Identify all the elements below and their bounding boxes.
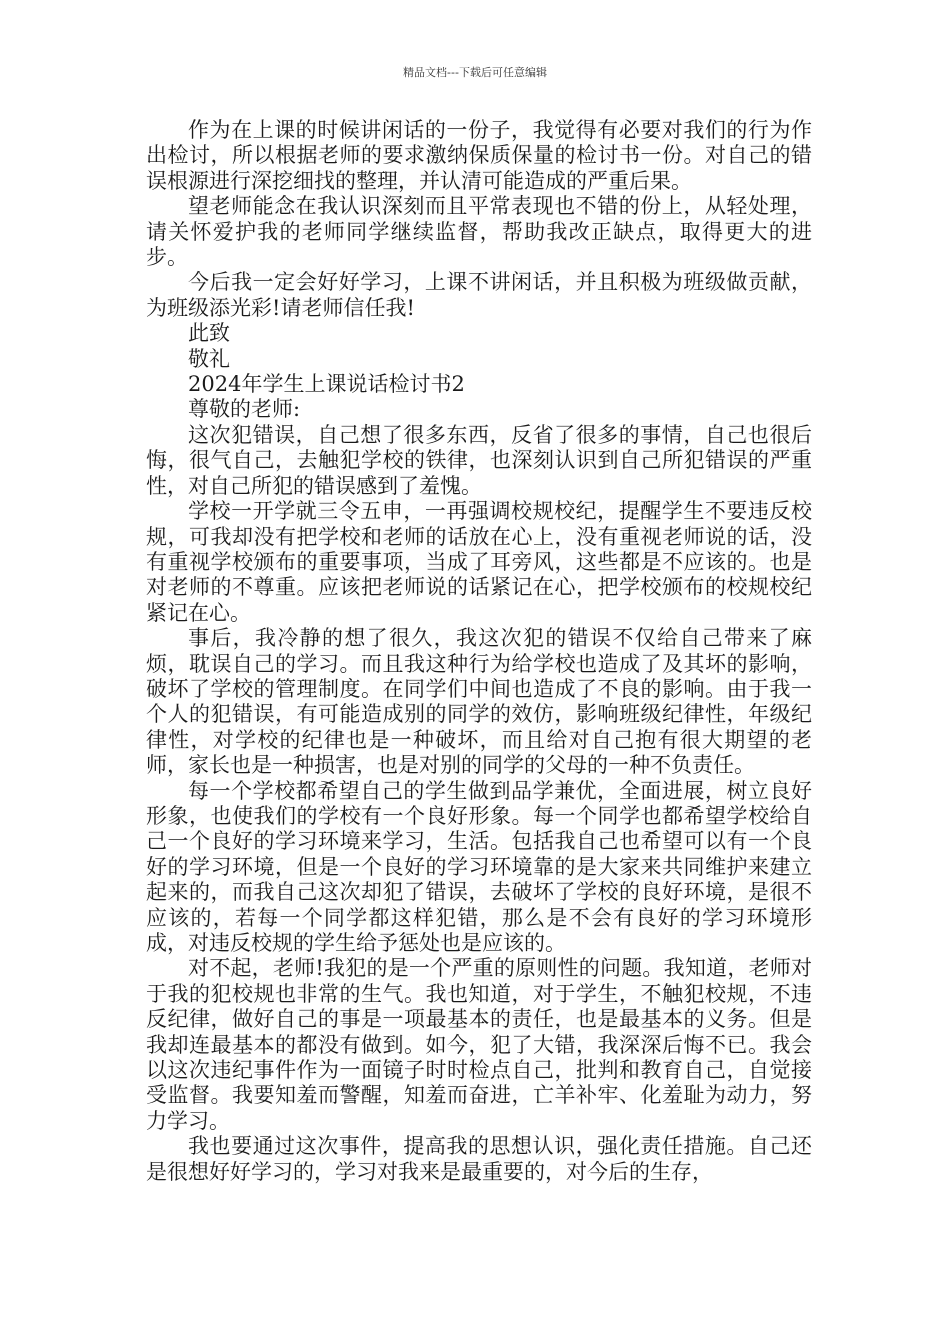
paragraph-2: 望老师能念在我认识深刻而且平常表现也不错的份上，从轻处理，请关怀爱护我的老师同学继续监督，帮助我改正缺点，取得更大的进步。 <box>146 194 812 270</box>
document-body <box>146 118 812 1185</box>
closing-line-2: 敬礼 <box>188 346 230 371</box>
closing-line-1: 此致 <box>188 321 230 346</box>
paragraph-7: 每一个学校都希望自己的学生做到品学兼优，全面进展，树立良好形象，也使我们的学校有一个良好形象。每一个同学也都希望学校给自己一个良好的学习环境来学习，生活。包括我自己也希望可以有一个良好的学习环境，但是一个良好的学习环境靠的是大家来共同维护来建立起来的，而我自己这次却犯了错误，去破坏了学校的良好环境，是很不应该的，若每一个同学都这样犯错，那么是不会有良好的学习环境形成，对违反校规的学生给予惩处也是应该的。 <box>146 778 812 955</box>
paragraph-1: 作为在上课的时候讲闲话的一份子，我觉得有必要对我们的行为作出检讨，所以根据老师的要求激纳保质保量的检讨书一份。对自己的错误根源进行深挖细找的整理，并认清可能造成的严重后果。 <box>146 118 812 193</box>
paragraph-4: 这次犯错误，自己想了很多东西，反省了很多的事情，自己也很后悔，很气自己，去触犯学校的铁律，也深刻认识到自己所犯错误的严重性，对自己所犯的错误感到了羞愧。 <box>146 422 812 498</box>
paragraph-9: 我也要通过这次事件，提高我的思想认识，强化责任措施。自己还是很想好好学习的，学习对我来是最重要的，对今后的生存， <box>146 1134 812 1184</box>
paragraph-5: 学校一开学就三令五申，一再强调校规校纪，提醒学生不要违反校规，可我却没有把学校和老师的话放在心上，没有重视老师说的话，没有重视学校颁布的重要事项，当成了耳旁风，这些都是不应该的。也是对老师的不尊重。应该把老师说的话紧记在心，把学校颁布的校规校纪紧记在心。 <box>146 499 812 625</box>
paragraph-3: 今后我一定会好好学习，上课不讲闲话，并且积极为班级做贡献，为班级添光彩!请老师信任我! <box>146 270 812 320</box>
paragraph-8: 对不起，老师!我犯的是一个严重的原则性的问题。我知道，老师对于我的犯校规也非常的生气。我也知道，对于学生，不触犯校规，不违反纪律，做好自己的事是一项最基本的责任，也是最基本的义务。但是我却连最基本的都没有做到。如今，犯了大错，我深深后悔不已。我会以这次违纪事件作为一面镜子时时检点自己，批判和教育自己，自觉接受监督。我要知羞而警醒，知羞而奋进，亡羊补牢、化羞耻为动力，努力学习。 <box>146 956 812 1133</box>
page-header-note: 精品文档---下载后可任意编辑 <box>403 66 547 79</box>
section-title: 2024年学生上课说话检讨书2 <box>188 372 465 397</box>
paragraph-6: 事后，我冷静的想了很久，我这次犯的错误不仅给自己带来了麻烦，耽误自己的学习。而且我这种行为给学校也造成了及其坏的影响，破坏了学校的管理制度。在同学们中间也造成了不良的影响。由于我一个人的犯错误，有可能造成别的同学的效仿，影响班级纪律性，年级纪律性，对学校的纪律也是一种破坏，而且给对自己抱有很大期望的老师，家长也是一种损害，也是对别的同学的父母的一种不负责任。 <box>146 626 812 778</box>
salutation: 尊敬的老师: <box>188 397 301 422</box>
